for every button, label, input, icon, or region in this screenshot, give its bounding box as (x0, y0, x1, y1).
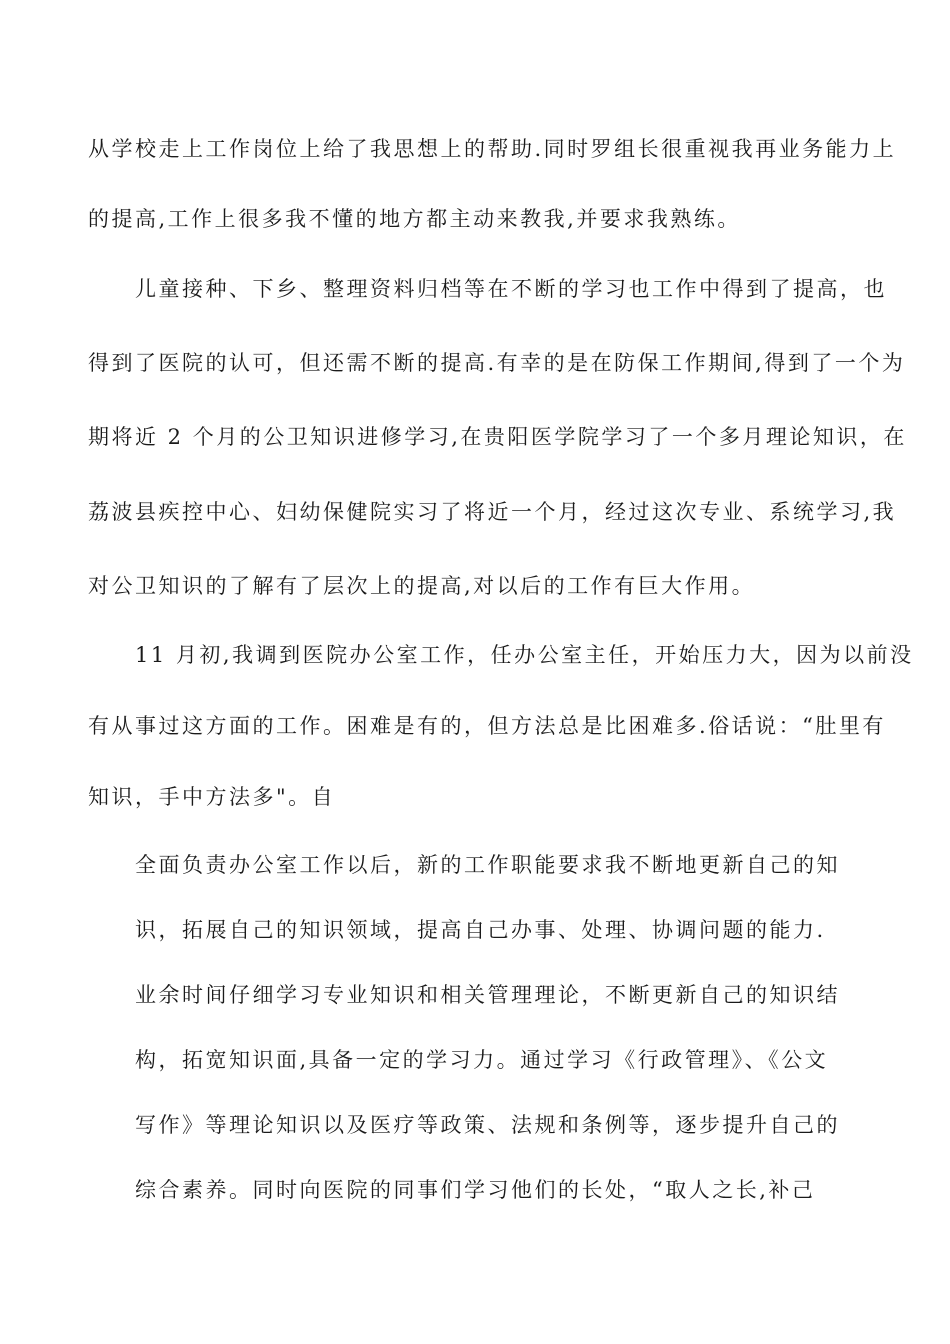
text-line: 的提高,工作上很多我不懂的地方都主动来教我,并要求我熟练。 (88, 207, 741, 231)
text-line: 得到了医院的认可，但还需不断的提高.有幸的是在防保工作期间,得到了一个为 (88, 351, 906, 375)
text-line: 对公卫知识的了解有了层次上的提高,对以后的工作有巨大作用。 (88, 574, 756, 598)
text-line: 从学校走上工作岗位上给了我思想上的帮助.同时罗组长很重视我再业务能力上 (88, 137, 897, 161)
text-line: 业余时间仔细学习专业知识和相关管理理论，不断更新自己的知识结 (135, 983, 840, 1007)
text-line: 构，拓宽知识面,具备一定的学习力。通过学习《行政管理》、《公文 (135, 1048, 829, 1072)
text-line: 全面负责办公室工作以后，新的工作职能要求我不断地更新自己的知 (135, 853, 840, 877)
text-line: 综合素养。同时向医院的同事们学习他们的长处，“取人之长,补己 (135, 1178, 816, 1202)
text-line: 识，拓展自己的知识领域，提高自己办事、处理、协调问题的能力. (135, 918, 826, 942)
text-line: 荔波县疾控中心、妇幼保健院实习了将近一个月，经过这次专业、系统学习,我 (88, 500, 897, 524)
text-line: 写作》等理论知识以及医疗等政策、法规和条例等，逐步提升自己的 (135, 1113, 840, 1137)
text-line: 有从事过这方面的工作。困难是有的，但方法总是比困难多.俗话说：“肚里有 (88, 714, 886, 738)
text-line: 知识，手中方法多"。自 (88, 785, 336, 809)
text-line: 儿童接种、下乡、整理资料归档等在不断的学习也工作中得到了提高，也 (135, 277, 887, 301)
text-line: 11 月初,我调到医院办公室工作，任办公室主任，开始压力大，因为以前没 (135, 643, 914, 667)
text-line: 期将近 2 个月的公卫知识进修学习,在贵阳医学院学习了一个多月理论知识，在 (88, 425, 907, 449)
